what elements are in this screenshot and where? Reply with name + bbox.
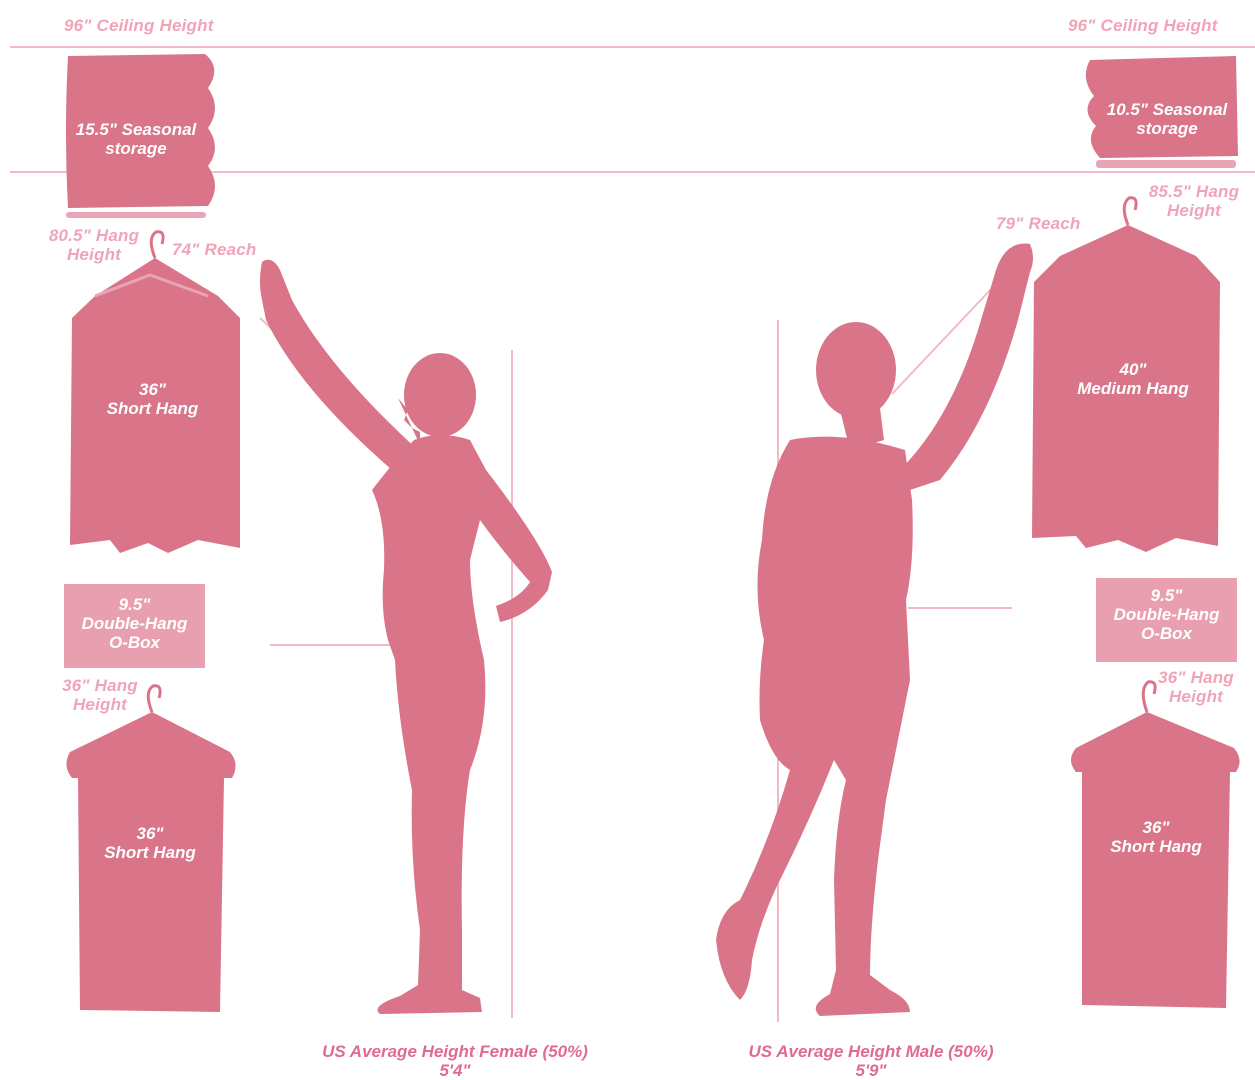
- left-top-hang-height-label: [44, 226, 144, 264]
- left-reach-label: 74" Reach: [172, 240, 257, 259]
- right-short-hang-bottom-line2: Short Hang: [1110, 837, 1202, 856]
- female-caption-line2: 5'4": [439, 1061, 471, 1080]
- left-short-hang-bottom-line2: Short Hang: [104, 843, 196, 862]
- left-short-hang-top-line1: 36": [139, 380, 166, 399]
- right-bottom-hang-height-line2: Height: [1168, 687, 1224, 706]
- left-storage-label-line2: storage: [105, 139, 167, 158]
- left-short-hang-bottom-line1: 36": [136, 824, 164, 843]
- right-reach-label: 79" Reach: [996, 214, 1081, 233]
- left-obox-line1: 9.5": [118, 595, 151, 614]
- left-obox-line2: Double-Hang: [81, 614, 188, 633]
- right-storage-label-line2: storage: [1136, 119, 1198, 138]
- right-top-hang-height-label: [1146, 182, 1242, 220]
- right-obox-line2: Double-Hang: [1113, 605, 1220, 624]
- right-short-hang-bottom-label: [1084, 818, 1228, 856]
- left-short-hang-top-line2: Short Hang: [106, 399, 199, 418]
- right-medium-hang-label: [1050, 360, 1216, 398]
- left-obox-line3: O-Box: [109, 633, 160, 652]
- right-bottom-hang-height-line1: 36" Hang: [1158, 668, 1234, 687]
- left-storage-label-line1: 15.5" Seasonal: [75, 120, 197, 139]
- male-caption: [706, 1042, 1036, 1080]
- female-silhouette-icon: [260, 260, 552, 1014]
- left-obox-label: [64, 595, 205, 652]
- left-bottom-hang-height-line1: 36" Hang: [62, 676, 138, 695]
- right-bottom-hang-height-label: [1150, 668, 1242, 706]
- right-obox-line1: 9.5": [1150, 586, 1183, 605]
- left-top-hang-height-line2: Height: [66, 245, 122, 264]
- male-silhouette-icon: [716, 244, 1033, 1016]
- right-storage-label-line1: 10.5" Seasonal: [1106, 100, 1228, 119]
- right-ceiling-height-label: 96" Ceiling Height: [1068, 16, 1218, 35]
- left-bottom-hang-height-line2: Height: [72, 695, 128, 714]
- right-top-hang-height-line2: Height: [1166, 201, 1222, 220]
- right-medium-hang-line1: 40": [1119, 360, 1147, 379]
- right-obox-label: [1096, 586, 1237, 643]
- female-caption-line1: US Average Height Female (50%): [322, 1042, 588, 1061]
- left-short-hang-bottom-label: [78, 824, 222, 862]
- male-caption-line2: 5'9": [855, 1061, 887, 1080]
- female-caption: [290, 1042, 620, 1080]
- left-storage-label: [66, 120, 206, 158]
- right-storage-label: [1094, 100, 1240, 138]
- right-medium-hang-line2: Medium Hang: [1077, 379, 1189, 398]
- right-top-hang-height-line1: 85.5" Hang: [1148, 182, 1240, 201]
- right-obox-line3: O-Box: [1141, 624, 1192, 643]
- male-caption-line1: US Average Height Male (50%): [748, 1042, 994, 1061]
- left-short-hang-top-label: [80, 380, 225, 418]
- left-bottom-hang-height-label: [52, 676, 148, 714]
- left-ceiling-height-label: 96" Ceiling Height: [64, 16, 214, 35]
- right-short-hang-bottom-line1: 36": [1142, 818, 1170, 837]
- left-top-hang-height-line1: 80.5" Hang: [48, 226, 140, 245]
